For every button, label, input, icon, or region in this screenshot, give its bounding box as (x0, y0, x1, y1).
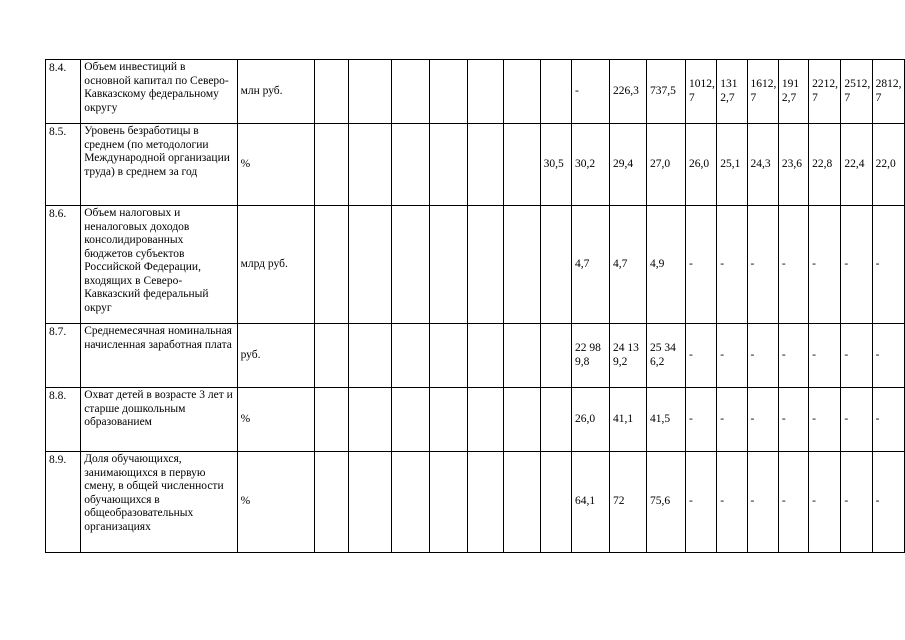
value-cell (349, 124, 391, 206)
value-cell: - (872, 324, 904, 388)
value-cell: - (872, 388, 904, 452)
indicators-table (45, 59, 905, 553)
value-cell (349, 324, 391, 388)
value-cell: 22,0 (872, 124, 904, 206)
row-number: 8.4. (46, 60, 81, 124)
row-number: 8.9. (46, 452, 81, 553)
value-cell: - (747, 388, 778, 452)
value-cell (314, 452, 349, 553)
value-cell (391, 206, 429, 324)
value-cell (503, 124, 540, 206)
value-cell: - (809, 452, 841, 553)
value-cell (429, 452, 468, 553)
indicator-name: Объем инвестиций в основной капитал по Северо-Кавказскому федеральному округу (81, 60, 237, 124)
value-cell (429, 388, 468, 452)
value-cell: - (747, 206, 778, 324)
value-cell (314, 388, 349, 452)
value-cell (314, 206, 349, 324)
value-cell: 22,8 (809, 124, 841, 206)
value-cell (349, 60, 391, 124)
value-cell: - (872, 206, 904, 324)
indicator-name: Уровень безработицы в среднем (по методологии Международной организации труда) в среднем за год (81, 124, 237, 206)
value-cell: - (841, 206, 872, 324)
value-cell (349, 452, 391, 553)
value-cell: - (685, 388, 716, 452)
value-cell (468, 124, 504, 206)
value-cell: - (778, 206, 808, 324)
value-cell (429, 206, 468, 324)
unit-cell: % (237, 452, 314, 553)
value-cell: - (872, 452, 904, 553)
value-cell (468, 60, 504, 124)
value-cell: 41,5 (646, 388, 685, 452)
value-cell (468, 206, 504, 324)
value-cell: 226,3 (609, 60, 646, 124)
indicator-name: Доля обучающихся, занимающихся в первую смену, в общей численности обучающихся в общеобразовательных организациях (81, 452, 237, 553)
value-cell: - (841, 452, 872, 553)
value-cell: - (809, 206, 841, 324)
value-cell: - (747, 324, 778, 388)
value-cell (391, 324, 429, 388)
value-cell: - (717, 206, 747, 324)
value-cell: 4,7 (571, 206, 609, 324)
table-row (46, 60, 905, 124)
value-cell: - (717, 324, 747, 388)
value-cell (314, 60, 349, 124)
row-number: 8.5. (46, 124, 81, 206)
unit-cell: % (237, 388, 314, 452)
value-cell (468, 324, 504, 388)
value-cell: 2212,7 (809, 60, 841, 124)
value-cell: 1912,7 (778, 60, 808, 124)
value-cell: 2512,7 (841, 60, 872, 124)
indicator-name: Объем налоговых и неналоговых доходов консолидированных бюджетов субъектов Российской Федерации, входящих в Северо-Кавказский федеральный округ (81, 206, 237, 324)
value-cell: 75,6 (646, 452, 685, 553)
value-cell: 22 989,8 (571, 324, 609, 388)
value-cell (503, 388, 540, 452)
table-row (46, 452, 905, 553)
value-cell (540, 324, 571, 388)
value-cell (540, 60, 571, 124)
value-cell: 64,1 (571, 452, 609, 553)
value-cell (429, 324, 468, 388)
row-number: 8.6. (46, 206, 81, 324)
value-cell: - (778, 452, 808, 553)
value-cell: 1012,7 (685, 60, 716, 124)
value-cell: - (841, 324, 872, 388)
value-cell: 22,4 (841, 124, 872, 206)
value-cell: - (778, 388, 808, 452)
value-cell: 30,2 (571, 124, 609, 206)
unit-cell: млн руб. (237, 60, 314, 124)
value-cell: 26,0 (571, 388, 609, 452)
value-cell: - (778, 324, 808, 388)
value-cell: - (841, 388, 872, 452)
row-number: 8.7. (46, 324, 81, 388)
table-row (46, 388, 905, 452)
indicator-name: Охват детей в возрасте 3 лет и старше дошкольным образованием (81, 388, 237, 452)
unit-cell: руб. (237, 324, 314, 388)
value-cell: 29,4 (609, 124, 646, 206)
value-cell (468, 388, 504, 452)
value-cell (540, 206, 571, 324)
unit-cell: % (237, 124, 314, 206)
value-cell (391, 452, 429, 553)
value-cell: 4,9 (646, 206, 685, 324)
value-cell: - (809, 388, 841, 452)
value-cell (503, 452, 540, 553)
table-row (46, 124, 905, 206)
value-cell: 72 (609, 452, 646, 553)
value-cell (503, 324, 540, 388)
value-cell (391, 388, 429, 452)
value-cell: 1612,7 (747, 60, 778, 124)
value-cell: - (809, 324, 841, 388)
value-cell: 2812,7 (872, 60, 904, 124)
value-cell (391, 124, 429, 206)
value-cell: 24,3 (747, 124, 778, 206)
value-cell: - (685, 324, 716, 388)
table-row (46, 206, 905, 324)
value-cell: - (571, 60, 609, 124)
value-cell: - (685, 452, 716, 553)
value-cell: 41,1 (609, 388, 646, 452)
value-cell (314, 124, 349, 206)
value-cell: - (717, 388, 747, 452)
value-cell (540, 388, 571, 452)
value-cell: 1312,7 (717, 60, 747, 124)
value-cell: 23,6 (778, 124, 808, 206)
value-cell: 25 346,2 (646, 324, 685, 388)
value-cell (349, 388, 391, 452)
value-cell (540, 452, 571, 553)
value-cell: 24 139,2 (609, 324, 646, 388)
table-row (46, 324, 905, 388)
value-cell: - (747, 452, 778, 553)
value-cell: 4,7 (609, 206, 646, 324)
table-body (46, 60, 905, 553)
value-cell (429, 60, 468, 124)
value-cell (429, 124, 468, 206)
unit-cell: млрд руб. (237, 206, 314, 324)
value-cell: - (717, 452, 747, 553)
value-cell: 30,5 (540, 124, 571, 206)
value-cell: 26,0 (685, 124, 716, 206)
value-cell (503, 60, 540, 124)
value-cell (349, 206, 391, 324)
row-number: 8.8. (46, 388, 81, 452)
value-cell (468, 452, 504, 553)
value-cell: 25,1 (717, 124, 747, 206)
value-cell (391, 60, 429, 124)
value-cell: - (685, 206, 716, 324)
value-cell (314, 324, 349, 388)
value-cell (503, 206, 540, 324)
value-cell: 737,5 (646, 60, 685, 124)
indicator-name: Среднемесячная номинальная начисленная заработная плата (81, 324, 237, 388)
value-cell: 27,0 (646, 124, 685, 206)
